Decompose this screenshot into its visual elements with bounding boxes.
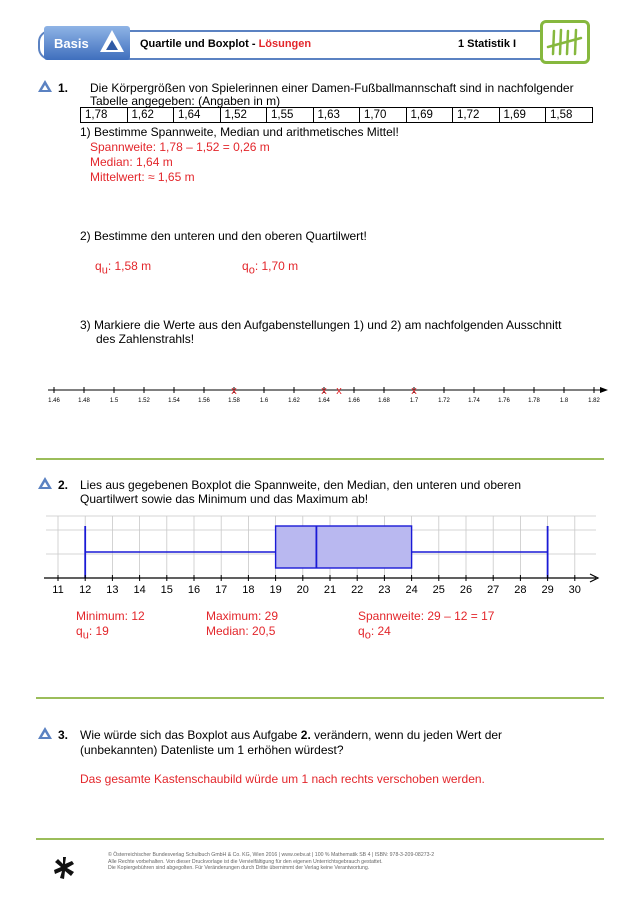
number-line-tick-label: 1.7	[409, 398, 419, 404]
boxplot-axis-label: 11	[52, 584, 64, 596]
answer-spannweite: Spannweite: 29 – 12 = 17	[358, 609, 495, 623]
task-triangle-icon	[38, 477, 52, 489]
table-cell: 1,58	[546, 108, 593, 123]
answer-qo	[358, 624, 391, 643]
task3-text-c: verändern, wenn du jeden Wert der	[310, 728, 503, 742]
heights-table	[80, 107, 593, 123]
answer-qu	[76, 624, 109, 643]
table-cell: 1,69	[406, 108, 453, 123]
boxplot-axis-label: 20	[296, 584, 309, 596]
qo-label: q	[242, 259, 249, 273]
number-line-mark: x	[321, 385, 327, 397]
chapter-label: 1 Statistik I	[458, 38, 517, 50]
logo-text: Basis	[54, 36, 89, 51]
table-cell: 1,64	[174, 108, 221, 123]
number-line-tick-label: 1.66	[348, 398, 360, 404]
qu-subscript: u	[101, 264, 108, 277]
solutions-label: Lösungen	[258, 38, 312, 50]
task2-intro-2: Quartilwert sowie das Minimum und das Maximum ab!	[80, 492, 369, 506]
boxplot-axis-label: 16	[187, 584, 201, 596]
qo-subscript: o	[248, 264, 255, 277]
task3-text-a: Wie würde sich das Boxplot aus Aufgabe	[80, 728, 301, 742]
number-line-tick-label: 1.5	[109, 398, 119, 404]
number-line-tick-label: 1.54	[168, 398, 180, 404]
task1-question-1: 1) Bestimme Spannweite, Median und arithmetisches Mittel!	[80, 125, 399, 139]
number-line-tick-label: 1.68	[378, 398, 390, 404]
boxplot-axis-label: 13	[106, 584, 119, 596]
qo-value: : 24	[370, 624, 391, 638]
boxplot-axis-label: 22	[351, 584, 364, 596]
boxplot-axis-label: 26	[459, 584, 473, 596]
task3-number: 3.	[58, 728, 69, 742]
table-cell: 1,78	[81, 108, 128, 123]
task1-question-2: 2) Bestimme den unteren und den oberen Quartilwert!	[80, 229, 367, 243]
answer-median: Median: 1,64 m	[90, 155, 173, 169]
number-line-tick-label: 1.62	[288, 398, 300, 404]
number-line-tick-label: 1.56	[198, 398, 210, 404]
boxplot-axis-label: 27	[487, 584, 500, 596]
qo-subscript: o	[364, 629, 371, 642]
boxplot-chart	[40, 512, 610, 598]
table-cell: 1,69	[499, 108, 546, 123]
footer-line-2: Alle Rechte vorbehalten. Von dieser Druckvorlage ist die Vervielfältigung für den eigenen Unterrichtsgebrauch gestattet.	[108, 858, 383, 865]
boxplot-axis-label: 25	[432, 584, 445, 596]
arrow-icon	[600, 387, 608, 393]
footer-line-3: Die Kopiergebühren sind abgegolten. Für Veränderungen durch Dritte übernimmt der Verlag keine Verantwortung.	[108, 865, 370, 871]
qu-value: : 19	[88, 624, 109, 638]
task3-intro-1	[80, 728, 502, 743]
tally-icon	[540, 20, 590, 64]
answer-range: Spannweite: 1,78 – 1,52 = 0,26 m	[90, 140, 270, 154]
table-cell: 1,70	[360, 108, 407, 123]
boxplot-axis-label: 15	[160, 584, 173, 596]
number-line-tick-label: 1.64	[318, 398, 330, 404]
number-line-tick-label: 1.48	[78, 398, 90, 404]
boxplot-axis-label: 12	[79, 584, 92, 596]
task1-number: 1.	[58, 81, 69, 95]
boxplot-axis-label: 29	[541, 584, 554, 596]
qo-value: : 1,70 m	[254, 259, 299, 273]
task3-ref: 2.	[300, 728, 311, 742]
number-line-tick-label: 1.76	[498, 398, 510, 404]
boxplot-axis-label: 30	[568, 584, 581, 596]
table-row	[81, 108, 593, 123]
divider	[36, 838, 604, 840]
qu-label: q	[76, 624, 83, 638]
task2-intro-1: Lies aus gegebenen Boxplot die Spannweite, den Median, den unteren und oberen	[80, 478, 522, 492]
table-cell: 1,52	[220, 108, 267, 123]
footer-text	[108, 852, 434, 872]
task-triangle-icon	[38, 727, 52, 739]
publisher-logo-icon	[52, 856, 76, 880]
table-cell: 1,55	[267, 108, 314, 123]
number-line-tick-label: 1.6	[259, 398, 269, 404]
page-title	[140, 38, 311, 50]
title-text: Quartile und Boxplot -	[140, 38, 259, 50]
table-cell: 1,63	[313, 108, 360, 123]
number-line	[40, 380, 610, 410]
number-line-tick-label: 1.74	[468, 398, 480, 404]
answer-mean: Mittelwert: ≈ 1,65 m	[90, 170, 195, 184]
task1-question-3-line1: 3) Markiere die Werte aus den Aufgabenstellungen 1) und 2) am nachfolgenden Ausschnitt	[80, 318, 562, 332]
answer-minimum: Minimum: 12	[76, 609, 145, 623]
number-line-tick-label: 1.52	[138, 398, 150, 404]
number-line-tick-label: 1.8	[559, 398, 569, 404]
task1-question-3-line2: des Zahlenstrahls!	[96, 332, 195, 346]
qu-subscript: u	[82, 629, 89, 642]
boxplot-axis-label: 23	[378, 584, 391, 596]
boxplot-axis-label: 19	[269, 584, 282, 596]
triangle-inner-icon	[106, 40, 118, 50]
task1-intro-1: Die Körpergrößen von Spielerinnen einer Damen-Fußballmannschaft sind in nachfolgender	[90, 81, 574, 95]
answer-upper-quartile	[242, 259, 298, 278]
boxplot-axis-label: 17	[215, 584, 228, 596]
number-line-tick-label: 1.78	[528, 398, 540, 404]
task3-intro-2: (unbekannten) Datenliste um 1 erhöhen würdest?	[80, 743, 344, 757]
number-line-tick-label: 1.72	[438, 398, 450, 404]
task3-answer: Das gesamte Kastenschaubild würde um 1 nach rechts verschoben werden.	[80, 772, 485, 786]
number-line-tick-label: 1.82	[588, 398, 600, 404]
boxplot-box	[276, 526, 412, 568]
task1-intro-2: Tabelle angegeben: (Angaben in m)	[90, 94, 281, 108]
number-line-mark: x	[411, 385, 417, 397]
footer-line-1: © Österreichischer Bundesverlag Schulbuch GmbH & Co. KG, Wien 2016 | www.oebv.at | 100 % Mathematik SB 4 | ISBN: 978-3-209-08273-2	[108, 852, 435, 858]
number-line-tick-label: 1.58	[228, 398, 240, 404]
answer-median: Median: 20,5	[206, 624, 276, 638]
qo-label: q	[358, 624, 365, 638]
task2-number: 2.	[58, 478, 69, 492]
boxplot-axis-label: 21	[323, 584, 337, 596]
table-cell: 1,72	[453, 108, 500, 123]
qu-label: q	[95, 259, 102, 273]
task-triangle-icon	[38, 80, 52, 92]
answer-maximum: Maximum: 29	[206, 609, 279, 623]
number-line-mark: x	[336, 385, 342, 397]
boxplot-axis-label: 24	[405, 584, 418, 596]
boxplot-axis-label: 28	[514, 584, 527, 596]
boxplot-axis-label: 18	[242, 584, 255, 596]
number-line-mark: x	[231, 385, 237, 397]
divider	[36, 697, 604, 699]
boxplot-axis-label: 14	[133, 584, 146, 596]
number-line-tick-label: 1.46	[48, 398, 60, 404]
qu-value: : 1,58 m	[107, 259, 152, 273]
table-cell: 1,62	[127, 108, 174, 123]
answer-lower-quartile	[95, 259, 151, 278]
divider	[36, 458, 604, 460]
